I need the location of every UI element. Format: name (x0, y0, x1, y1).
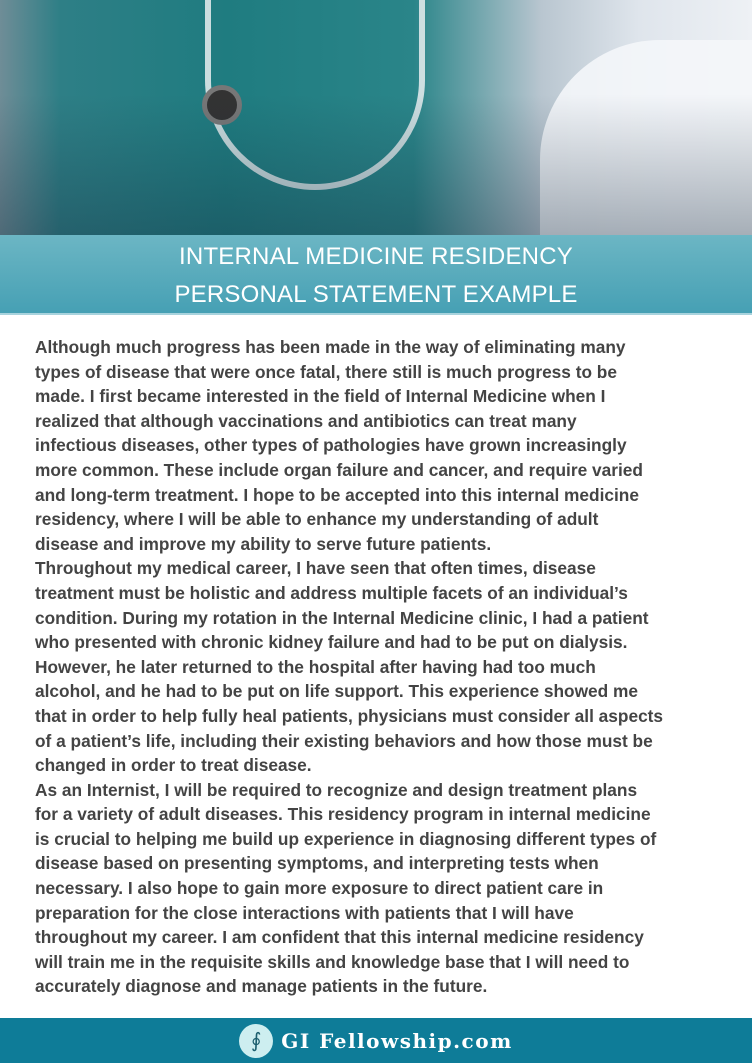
body-line: treatment must be holistic and address multiple facets of an individual’s (35, 582, 628, 603)
body-line: of a patient’s life, including their existing behaviors and how those must be (35, 730, 653, 751)
body-line: disease and improve my ability to serve future patients. (35, 533, 492, 554)
body-line: infectious diseases, other types of pathologies have grown increasingly (35, 435, 627, 456)
body-line: is crucial to helping me build up experience in diagnosing different types of (35, 828, 657, 849)
stomach-icon: ∮ (239, 1024, 273, 1058)
body-line: throughout my career. I am confident that this internal medicine residency (35, 927, 644, 948)
hero-photo (0, 0, 752, 236)
body-line: that in order to help fully heal patients, physicians must consider all aspects (35, 705, 664, 726)
body-line: realized that although vaccinations and antibiotics can treat many (35, 410, 577, 431)
site-name[interactable]: GI Fellowship.com (281, 1028, 513, 1053)
body-line: residency, where I will be able to enhance my understanding of adult (35, 509, 599, 530)
footer (0, 1018, 752, 1063)
body-line: However, he later returned to the hospital after having had too much (35, 656, 596, 677)
body-line: for a variety of adult diseases. This residency program in internal medicine (35, 804, 651, 825)
body-line: made. I first became interested in the field of Internal Medicine when I (35, 386, 606, 407)
body-line: Throughout my medical career, I have seen that often times, disease (35, 558, 596, 579)
body-line: who presented with chronic kidney failure and had to be put on dialysis. (35, 632, 628, 653)
body-line: alcohol, and he had to be put on life support. This experience showed me (35, 681, 639, 702)
title-banner (0, 235, 752, 315)
body-line: changed in order to treat disease. (35, 755, 312, 776)
title-line-2: PERSONAL STATEMENT EXAMPLE (174, 281, 578, 308)
statement-body (35, 335, 725, 999)
body-line: preparation for the close interactions with patients that I will have (35, 902, 574, 923)
body-line: necessary. I also hope to gain more exposure to direct patient care in (35, 878, 604, 899)
body-line: will train me in the requisite skills and knowledge base that I will need to (35, 951, 630, 972)
body-line: condition. During my rotation in the Internal Medicine clinic, I had a patient (35, 607, 649, 628)
body-line: and long-term treatment. I hope to be accepted into this internal medicine (35, 484, 639, 505)
body-line: Although much progress has been made in the way of eliminating many (35, 337, 626, 357)
body-line: more common. These include organ failure and cancer, and require varied (35, 459, 643, 480)
title-line-1: INTERNAL MEDICINE RESIDENCY (179, 243, 573, 270)
body-line: disease based on presenting symptoms, and interpreting tests when (35, 853, 599, 874)
body-line: types of disease that were once fatal, there still is much progress to be (35, 361, 617, 382)
body-line: As an Internist, I will be required to recognize and design treatment plans (35, 779, 638, 800)
body-line: accurately diagnose and manage patients in the future. (35, 976, 488, 997)
